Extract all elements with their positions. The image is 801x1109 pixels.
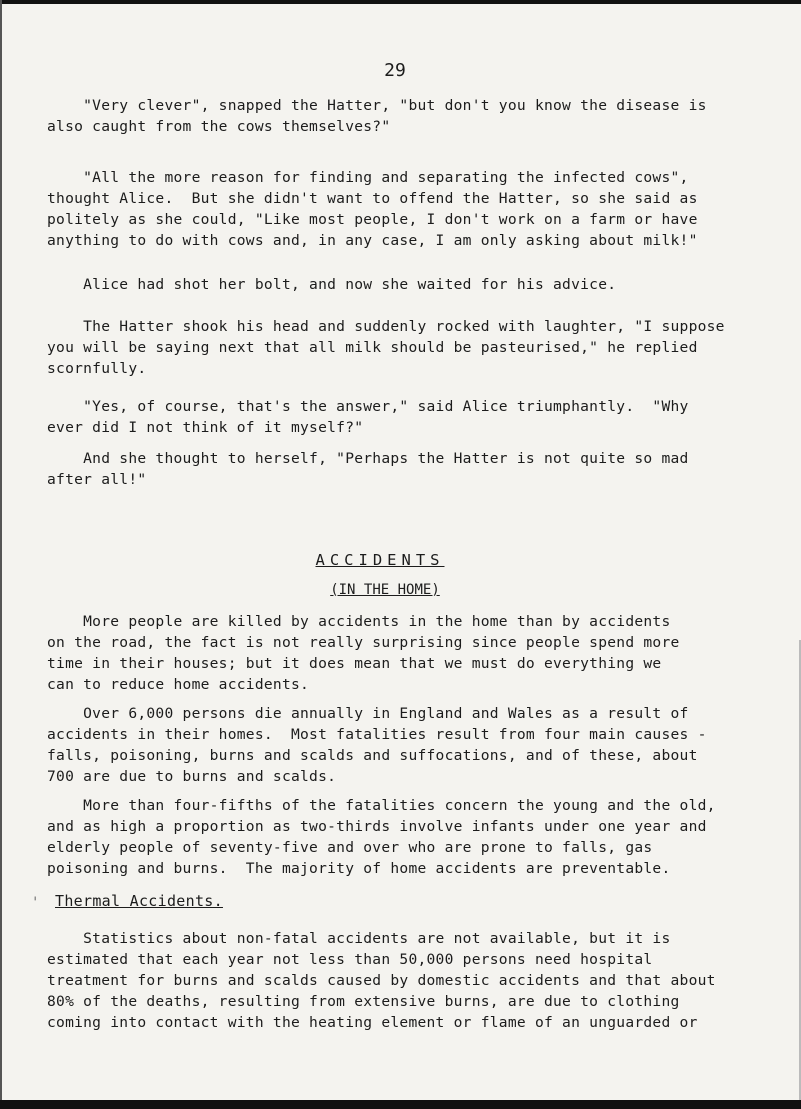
paragraph-9 [47,795,767,879]
paragraph-line: time in their houses; but it does mean that we must do everything we [47,655,662,672]
section-heading: ACCIDENTS [315,551,445,569]
paragraph-line: 700 are due to burns and scalds. [47,768,337,785]
paragraph-line: And she thought to herself, "Perhaps the Hatter is not quite so mad [47,450,689,467]
paragraph-line: ever did I not think of it myself?" [47,419,364,436]
page-number: 29 [384,60,406,81]
paragraph-line: "All the more reason for finding and separating the infected cows", [47,169,689,186]
paragraph-line: The Hatter shook his head and suddenly rocked with laughter, "I suppose [47,318,725,335]
paragraph-6 [47,448,767,490]
paragraph-2 [47,167,767,251]
paragraph-line: also caught from the cows themselves?" [47,118,391,135]
paragraph-line: estimated that each year not less than 50,000 persons need hospital [47,951,653,968]
paragraph-line: falls, poisoning, burns and scalds and suffocations, and of these, about [47,747,698,764]
paragraph-line: elderly people of seventy-five and over who are prone to falls, gas [47,839,653,856]
paragraph-line: anything to do with cows and, in any case, I am only asking about milk!" [47,232,698,249]
paragraph-line: coming into contact with the heating element or flame of an unguarded or [47,1014,698,1031]
paragraph-line: you will be saying next that all milk should be pasteurised," he replied [47,339,698,356]
paragraph-4 [47,316,767,379]
paragraph-line: can to reduce home accidents. [47,676,310,693]
paragraph-5 [47,396,767,438]
thermal-accidents-title: Thermal Accidents. [55,892,223,910]
paragraph-line: on the road, the fact is not really surprising since people spend more [47,634,680,651]
paragraph-10 [47,928,767,1033]
paragraph-line: and as high a proportion as two-thirds involve infants under one year and [47,818,707,835]
paragraph-line: treatment for burns and scalds caused by domestic accidents and that about [47,972,716,989]
paragraph-8 [47,703,767,787]
scan-left-edge [0,0,2,1109]
paragraph-line: thought Alice. But she didn't want to offend the Hatter, so she said as [47,190,698,207]
margin-mark: ' [31,895,40,911]
paragraph-line: "Very clever", snapped the Hatter, "but don't you know the disease is [47,97,707,114]
scan-bottom-edge [0,1100,801,1109]
paragraph-line: poisoning and burns. The majority of home accidents are preventable. [47,860,671,877]
paragraph-3 [47,274,767,295]
paragraph-1 [47,95,767,137]
paragraph-line: More people are killed by accidents in the home than by accidents [47,613,671,630]
paragraph-line: "Yes, of course, that's the answer," said Alice triumphantly. "Why [47,398,689,415]
paragraph-line: after all!" [47,471,147,488]
paragraph-line: More than four-fifths of the fatalities concern the young and the old, [47,797,716,814]
paragraph-line: 80% of the deaths, resulting from extensive burns, are due to clothing [47,993,680,1010]
paragraph-7 [47,611,767,695]
paragraph-line: accidents in their homes. Most fatalities result from four main causes - [47,726,707,743]
section-subheading: (IN THE HOME) [330,582,440,598]
paragraph-line: Over 6,000 persons die annually in England and Wales as a result of [47,705,689,722]
paragraph-line: Alice had shot her bolt, and now she waited for his advice. [47,276,617,293]
paragraph-line: politely as she could, "Like most people, I don't work on a farm or have [47,211,698,228]
scan-top-edge [0,0,801,4]
paragraph-line: Statistics about non-fatal accidents are not available, but it is [47,930,671,947]
paragraph-line: scornfully. [47,360,147,377]
